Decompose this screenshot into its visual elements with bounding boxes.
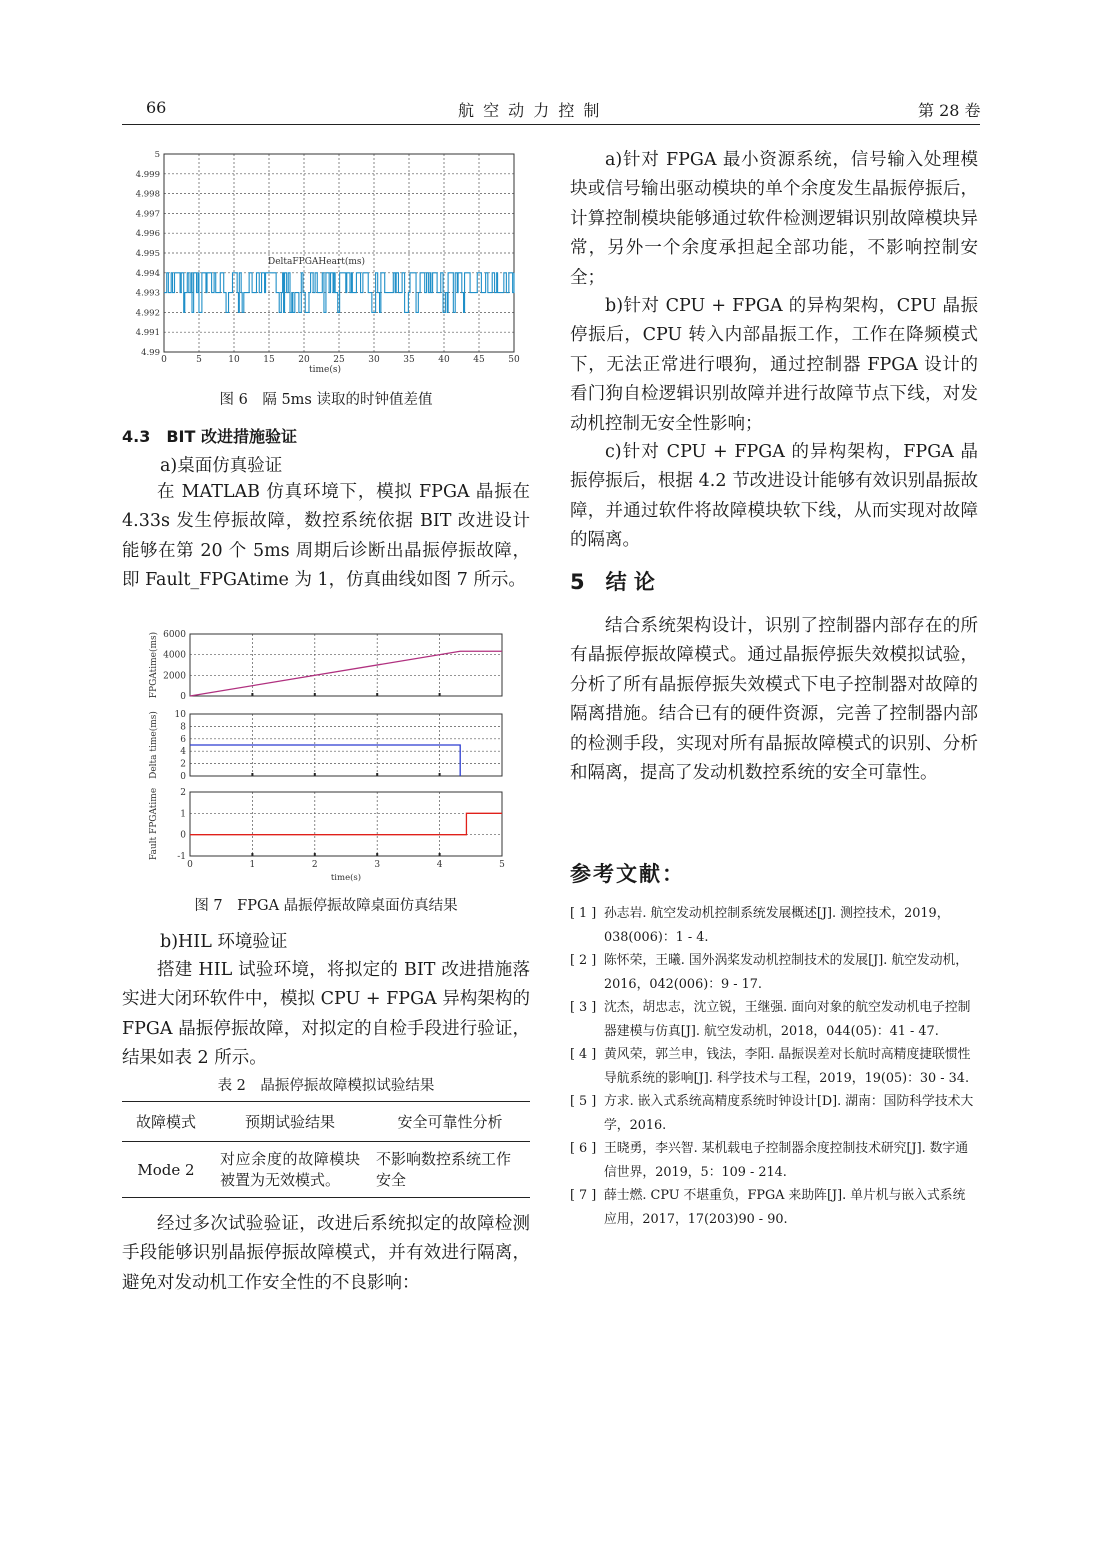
figure7-series-line	[190, 813, 502, 834]
figure6-x-tick-label: 25	[333, 355, 345, 365]
figure6-x-tick-label: 40	[438, 355, 450, 365]
figure7-series-line	[190, 651, 502, 696]
table2-header-cell: 故障模式	[135, 1113, 196, 1131]
reference-text: 陈怀荣，王曦. 国外涡桨发动机控制技术的发展[J]. 航空发动机，2016，042(006)：9 - 17.	[604, 953, 969, 992]
paragraph-conclusion-left: 经过多次试验验证，改进后系统拟定的故障检测手段能够识别晶振停振故障模式，并有效进行隔离，避免对发动机工作安全性的不良影响：	[122, 1214, 530, 1293]
figure7-x-tick-label: 1	[249, 860, 256, 870]
table2-header-cell: 预期试验结果	[244, 1113, 335, 1131]
figure7-panel-frame	[190, 792, 502, 856]
figure7-x-tick-label: 3	[374, 860, 381, 870]
figure7-chart	[122, 626, 530, 886]
header-rule	[122, 124, 980, 125]
figure6-y-tick-label: 4.997	[135, 209, 160, 220]
figure7-xlabel: time(s)	[330, 873, 362, 883]
reference-number: [ 4 ]	[570, 1047, 597, 1062]
paragraph-item-c: c)针对 CPU + FPGA 的异构架构，FPGA 晶振停振后，根据 4.2 节改进设计能够有效识别晶振故障，并通过软件将故障模块软下线，从而实现对故障的隔离。	[570, 442, 978, 551]
figure7-y-tick-label: 0	[180, 772, 186, 782]
figure7-y-tick-label: 1	[180, 809, 186, 820]
figure6-x-tick-label: 20	[298, 355, 310, 365]
figure6-x-tick-label: 10	[228, 355, 240, 365]
figure6-y-tick-label: 4.998	[135, 189, 160, 200]
section-5-heading: 5 结 论	[570, 570, 655, 594]
figure6-x-tick-label: 5	[196, 355, 202, 365]
reference-item	[570, 1043, 978, 1090]
table2-cell: 对应余度的故障模块被置为无效模式。	[220, 1149, 360, 1189]
figure7-y-tick-label: 4	[180, 747, 186, 758]
reference-item	[570, 1137, 978, 1184]
figure7-x-tick-label: 5	[499, 860, 505, 870]
table2	[122, 1101, 530, 1198]
paragraph-hil: 搭建 HIL 试验环境，将拟定的 BIT 改进措施落实进大闭环软件中，模拟 CPU + FPGA 异构架构的 FPGA 晶振停振故障，对拟定的自检手段进行验证，结果如表 2 所示。	[122, 960, 530, 1069]
reference-item	[570, 949, 978, 996]
reference-number: [ 7 ]	[570, 1188, 597, 1203]
reference-item	[570, 1184, 978, 1231]
figure7-x-tick-label: 2	[311, 860, 318, 870]
figure6-x-tick-label: 0	[161, 355, 167, 365]
figure7-y-tick-label: 6000	[163, 630, 186, 640]
figure7-x-tick-label: 4	[436, 860, 443, 870]
figure6-y-tick-label: 4.99	[141, 348, 160, 358]
reference-number: [ 5 ]	[570, 1094, 597, 1109]
reference-text: 黄风荣，郭兰申，钱法，李阳. 晶振误差对长航时高精度捷联惯性导航系统的影响[J]. 科学技术与工程，2019，19(05)：30 - 34.	[604, 1047, 971, 1086]
figure6-xlabel: time(s)	[309, 365, 341, 375]
reference-number: [ 3 ]	[570, 1000, 597, 1015]
figure7-ylabel: FPGAtime(ms)	[149, 631, 159, 699]
references-list	[570, 902, 978, 1231]
table-row	[122, 1142, 530, 1198]
figure6-y-tick-label: 4.996	[135, 229, 160, 240]
section-4-3-heading: 4.3 BIT 改进措施验证	[122, 427, 297, 446]
figure6-y-tick-label: 4.993	[135, 288, 160, 299]
figure6-y-tick-label: 4.999	[135, 169, 160, 180]
figure6-chart	[122, 146, 530, 378]
references-heading: 参考文献：	[570, 862, 685, 886]
paragraph-conclusion: 结合系统架构设计，识别了控制器内部存在的所有晶振停振故障模式。通过晶振停振失效模拟试验，分析了所有晶振停振失效模式下电子控制器对故障的隔离措施。结合已有的硬件资源，完善了控制器内部的检测手段，实现对所有晶振故障模式的识别、分析和隔离，提高了发动机数控系统的安全可靠性。	[570, 616, 978, 784]
figure7-y-tick-label: 8	[180, 722, 186, 733]
figure7-y-tick-label: -1	[177, 852, 186, 862]
reference-number: [ 6 ]	[570, 1141, 597, 1156]
reference-text: 沈杰，胡忠志，沈立锐，王继强. 面向对象的航空发动机电子控制器建模与仿真[J]. 航空发动机，2018，044(05)：41 - 47.	[604, 1000, 971, 1039]
figure6-x-tick-label: 50	[508, 355, 520, 365]
figure7-caption: 图 7 FPGA 晶振停振故障桌面仿真结果	[194, 898, 458, 914]
reference-number: [ 1 ]	[570, 906, 597, 921]
figure7-y-tick-label: 0	[180, 692, 186, 702]
figure6-y-tick-label: 4.991	[135, 328, 160, 339]
volume-label: 第 28 卷	[918, 101, 981, 120]
figure6-y-tick-label: 4.994	[135, 268, 160, 279]
figure7-ylabel: Fault FPGAtime	[149, 787, 159, 861]
figure6-annotation: DeltaFPGAHeart(ms)	[268, 257, 366, 267]
paragraph-desktop-sim: 在 MATLAB 仿真环境下，模拟 FPGA 晶振在 4.33s 发生停振故障，数控系统依据 BIT 改进设计能够在第 20 个 5ms 周期后诊断出晶振停振故障，即 Fault_FPGAtime 为 1，仿真曲线如图 7 所示。	[122, 482, 530, 591]
figure6-x-tick-label: 30	[368, 355, 380, 365]
paragraph-item-a: a)针对 FPGA 最小资源系统，信号输入处理模块或信号输出驱动模块的单个余度发生晶振停振后，计算控制模块能够通过软件检测逻辑识别故障模块异常，另外一个余度承担起全部功能，不影响控制安全；	[570, 150, 978, 288]
figure7-y-tick-label: 2	[180, 788, 186, 798]
figure6-x-tick-label: 35	[403, 355, 415, 365]
reference-item	[570, 996, 978, 1043]
table2-cell: Mode 2	[137, 1160, 195, 1179]
figure7-ylabel: Delta time(ms)	[149, 711, 159, 779]
figure7-y-tick-label: 0	[180, 830, 186, 841]
figure7-panel-frame	[190, 634, 502, 696]
reference-item	[570, 1090, 978, 1137]
figure7-y-tick-label: 10	[174, 710, 186, 720]
figure7-series-line	[190, 745, 460, 776]
reference-text: 方求. 嵌入式系统高精度系统时钟设计[D]. 湖南：国防科学技术大学，2016.	[604, 1094, 974, 1133]
figure6-y-tick-label: 5	[154, 150, 160, 160]
reference-item	[570, 902, 978, 949]
figure7-y-tick-label: 2000	[163, 671, 186, 682]
reference-text: 王晓勇，李兴智. 某机载电子控制器余度控制技术研究[J]. 数字通信世界，2019，5：109 - 214.	[604, 1141, 969, 1180]
figure6-y-tick-label: 4.995	[135, 249, 160, 259]
figure7-y-tick-label: 6	[180, 734, 186, 745]
reference-text: 薛士燃. CPU 不堪重负，FPGA 来助阵[J]. 单片机与嵌入式系统应用，2017，17(203)90 - 90.	[604, 1188, 966, 1227]
figure6-x-tick-label: 15	[263, 355, 275, 365]
reference-number: [ 2 ]	[570, 953, 597, 968]
figure7-y-tick-label: 2	[180, 759, 186, 770]
reference-text: 孙志岩. 航空发动机控制系统发展概述[J]. 测控技术，2019，038(006)：1 - 4.	[604, 906, 950, 945]
figure6-y-tick-label: 4.992	[135, 308, 160, 319]
figure7-y-tick-label: 4000	[163, 650, 186, 661]
page-number: 66	[146, 98, 167, 117]
subsection-a-title: a)桌面仿真验证	[160, 456, 283, 476]
journal-title: 航 空 动 力 控 制	[458, 101, 602, 120]
table2-cell: 不影响数控系统工作安全	[376, 1149, 512, 1189]
table2-caption: 表 2 晶振停振故障模拟试验结果	[217, 1078, 435, 1094]
figure6-x-tick-label: 45	[473, 355, 485, 365]
paragraph-item-b: b)针对 CPU + FPGA 的异构架构，CPU 晶振停振后，CPU 转入内部晶振工作，工作在降频模式下，无法正常进行喂狗，通过控制器 FPGA 设计的看门狗自检逻辑识别故障并进行故障节点下线，对发动机控制无安全性影响；	[570, 296, 978, 434]
figure7-x-tick-label: 0	[187, 860, 193, 870]
table2-header-row	[122, 1102, 530, 1142]
subsection-b-title: b)HIL 环境验证	[160, 932, 288, 952]
table2-header-cell: 安全可靠性分析	[397, 1113, 503, 1131]
figure6-caption: 图 6 隔 5ms 读取的时钟值差值	[219, 392, 433, 408]
